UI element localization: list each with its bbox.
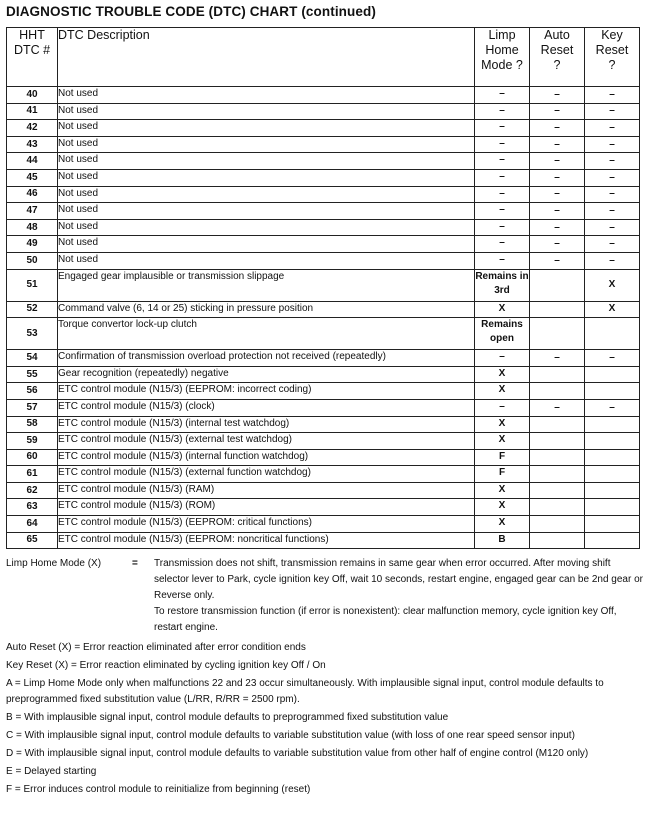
header-line: Home: [485, 43, 519, 57]
table-row: [7, 532, 640, 549]
dtc-description-cell: ETC control module (N15/3) (EEPROM: critical functions): [58, 516, 475, 533]
key-reset-cell: [585, 366, 640, 383]
key-reset-cell: [585, 532, 640, 549]
dtc-code-cell: 40: [7, 87, 58, 104]
dtc-code-cell: 60: [7, 449, 58, 466]
dtc-description-cell: Not used: [58, 203, 475, 220]
dtc-description-cell: Not used: [58, 236, 475, 253]
dtc-description-cell: Not used: [58, 252, 475, 269]
limp-home-cell: –: [475, 219, 530, 236]
auto-reset-cell: [530, 383, 585, 400]
table-row: [7, 383, 640, 400]
dtc-description-cell: Command valve (6, 14 or 25) sticking in pressure position: [58, 301, 475, 318]
table-row: [7, 136, 640, 153]
note-a: A = Limp Home Mode only when malfunctions 22 and 23 occur simultaneously. With implausible signal input, control module defaults to preprogrammed fixed substitution value (L/RR, R/RR = 2500 rpm).: [6, 678, 604, 705]
table-row: [7, 186, 640, 203]
auto-reset-cell: [530, 449, 585, 466]
note-limp-text: Transmission does not shift, transmission remains in same gear when error occurred. After moving shift selector lever to Park, cycle ignition key Off, wait 10 seconds, restart engine, engaged gear can be 2nd gear or Reverse only.: [154, 558, 643, 601]
table-row: [7, 269, 640, 301]
limp-home-cell: X: [475, 366, 530, 383]
limp-home-cell: X: [475, 301, 530, 318]
key-reset-cell: X: [585, 269, 640, 301]
table-row: [7, 399, 640, 416]
auto-reset-cell: –: [530, 186, 585, 203]
key-reset-cell: [585, 416, 640, 433]
dtc-description-cell: Not used: [58, 219, 475, 236]
auto-reset-cell: [530, 269, 585, 301]
dtc-code-cell: 41: [7, 103, 58, 120]
page-title: DIAGNOSTIC TROUBLE CODE (DTC) CHART (continued): [6, 4, 376, 19]
dtc-code-cell: 59: [7, 433, 58, 450]
limp-home-cell: Remains open: [475, 318, 530, 350]
dtc-code-cell: 61: [7, 466, 58, 483]
auto-reset-cell: [530, 301, 585, 318]
auto-reset-cell: [530, 482, 585, 499]
dtc-code-cell: 49: [7, 236, 58, 253]
limp-home-cell: –: [475, 87, 530, 104]
limp-home-cell: –: [475, 136, 530, 153]
limp-home-cell: –: [475, 399, 530, 416]
dtc-code-cell: 42: [7, 120, 58, 137]
key-reset-cell: –: [585, 120, 640, 137]
dtc-description-cell: Gear recognition (repeatedly) negative: [58, 366, 475, 383]
dtc-code-cell: 53: [7, 318, 58, 350]
key-reset-cell: –: [585, 103, 640, 120]
table-row: [7, 516, 640, 533]
dtc-description-cell: ETC control module (N15/3) (internal test watchdog): [58, 416, 475, 433]
table-row: [7, 416, 640, 433]
auto-reset-cell: –: [530, 103, 585, 120]
dtc-code-cell: 65: [7, 532, 58, 549]
table-row: [7, 318, 640, 350]
header-line: Reset: [595, 43, 629, 57]
limp-home-cell: F: [475, 449, 530, 466]
auto-reset-cell: [530, 366, 585, 383]
dtc-description-cell: ETC control module (N15/3) (EEPROM: incorrect coding): [58, 383, 475, 400]
dtc-description-cell: Engaged gear implausible or transmission slippage: [58, 269, 475, 301]
limp-home-cell: B: [475, 532, 530, 549]
dtc-description-cell: Torque convertor lock-up clutch: [58, 318, 475, 350]
note-key-reset: Key Reset (X) = Error reaction eliminated by cycling ignition key Off / On: [6, 660, 326, 671]
auto-reset-cell: –: [530, 136, 585, 153]
dtc-table: [6, 27, 640, 549]
header-line: DTC #: [13, 43, 51, 57]
dtc-description-cell: Not used: [58, 186, 475, 203]
key-reset-cell: –: [585, 153, 640, 170]
dtc-description-cell: Not used: [58, 136, 475, 153]
limp-home-cell: F: [475, 466, 530, 483]
dtc-description-cell: Not used: [58, 87, 475, 104]
header-line: ?: [608, 58, 616, 72]
auto-reset-cell: [530, 318, 585, 350]
header-line: Auto: [544, 28, 570, 42]
note-e: E = Delayed starting: [6, 766, 97, 777]
dtc-code-cell: 57: [7, 399, 58, 416]
table-row: [7, 449, 640, 466]
table-row: [7, 433, 640, 450]
key-reset-cell: [585, 516, 640, 533]
table-row: [7, 236, 640, 253]
auto-reset-cell: –: [530, 350, 585, 367]
table-body: [7, 87, 640, 549]
dtc-code-cell: 55: [7, 366, 58, 383]
limp-home-cell: –: [475, 350, 530, 367]
dtc-code-cell: 51: [7, 269, 58, 301]
dtc-code-cell: 46: [7, 186, 58, 203]
header-line: ?: [553, 58, 561, 72]
limp-home-cell: –: [475, 103, 530, 120]
auto-reset-cell: [530, 466, 585, 483]
auto-reset-cell: –: [530, 399, 585, 416]
auto-reset-cell: –: [530, 236, 585, 253]
dtc-description-cell: ETC control module (N15/3) (ROM): [58, 499, 475, 516]
limp-home-cell: X: [475, 416, 530, 433]
header-line: Mode ?: [481, 58, 523, 72]
dtc-code-cell: 45: [7, 169, 58, 186]
key-reset-cell: [585, 449, 640, 466]
header-hht-dtc: [7, 28, 58, 87]
auto-reset-cell: [530, 416, 585, 433]
table-row: [7, 366, 640, 383]
header-dtc-description: DTC Description: [58, 28, 475, 87]
table-row: [7, 153, 640, 170]
key-reset-cell: X: [585, 301, 640, 318]
limp-home-cell: –: [475, 252, 530, 269]
limp-home-cell: X: [475, 516, 530, 533]
dtc-code-cell: 52: [7, 301, 58, 318]
key-reset-cell: [585, 466, 640, 483]
dtc-description-cell: ETC control module (N15/3) (external function watchdog): [58, 466, 475, 483]
dtc-description-cell: Confirmation of transmission overload protection not received (repeatedly): [58, 350, 475, 367]
dtc-description-cell: Not used: [58, 153, 475, 170]
note-d: D = With implausible signal input, control module defaults to variable substitution value from other half of engine control (M120 only): [6, 748, 589, 759]
key-reset-cell: –: [585, 203, 640, 220]
table-row: [7, 120, 640, 137]
key-reset-cell: [585, 482, 640, 499]
legend-notes: [6, 556, 646, 798]
key-reset-cell: –: [585, 136, 640, 153]
limp-home-cell: –: [475, 169, 530, 186]
auto-reset-cell: –: [530, 87, 585, 104]
dtc-code-cell: 48: [7, 219, 58, 236]
dtc-description-cell: ETC control module (N15/3) (clock): [58, 399, 475, 416]
key-reset-cell: [585, 318, 640, 350]
table-row: [7, 103, 640, 120]
header-limp-home-mode: [475, 28, 530, 87]
auto-reset-cell: –: [530, 203, 585, 220]
key-reset-cell: –: [585, 169, 640, 186]
dtc-code-cell: 54: [7, 350, 58, 367]
dtc-code-cell: 63: [7, 499, 58, 516]
note-limp-eq: =: [132, 558, 138, 569]
auto-reset-cell: –: [530, 219, 585, 236]
table-row: [7, 301, 640, 318]
limp-home-cell: –: [475, 153, 530, 170]
limp-home-cell: –: [475, 203, 530, 220]
key-reset-cell: –: [585, 252, 640, 269]
dtc-code-cell: 62: [7, 482, 58, 499]
limp-home-cell: –: [475, 186, 530, 203]
note-f: F = Error induces control module to reinitialize from beginning (reset): [6, 784, 311, 795]
limp-home-cell: X: [475, 383, 530, 400]
limp-home-cell: X: [475, 482, 530, 499]
limp-home-cell: –: [475, 120, 530, 137]
note-c: C = With implausible signal input, control module defaults to variable substitution value (with loss of one rear speed sensor input): [6, 730, 575, 741]
key-reset-cell: [585, 383, 640, 400]
note-b: B = With implausible signal input, control module defaults to preprogrammed fixed substitution value: [6, 712, 449, 723]
table-row: [7, 499, 640, 516]
auto-reset-cell: –: [530, 252, 585, 269]
dtc-description-cell: ETC control module (N15/3) (external test watchdog): [58, 433, 475, 450]
auto-reset-cell: [530, 433, 585, 450]
note-limp-term: Limp Home Mode (X): [6, 558, 102, 569]
dtc-description-cell: Not used: [58, 103, 475, 120]
key-reset-cell: –: [585, 399, 640, 416]
note-limp-text2: To restore transmission function (if error is nonexistent): clear malfunction memory, cycle ignition key Off, restart engine.: [154, 606, 617, 633]
header-line: HHT: [19, 28, 45, 42]
key-reset-cell: –: [585, 186, 640, 203]
auto-reset-cell: –: [530, 169, 585, 186]
table-row: [7, 466, 640, 483]
table-row: [7, 169, 640, 186]
table-header-row: [7, 28, 640, 87]
key-reset-cell: –: [585, 236, 640, 253]
key-reset-cell: –: [585, 87, 640, 104]
limp-home-cell: X: [475, 499, 530, 516]
auto-reset-cell: –: [530, 120, 585, 137]
dtc-description-cell: ETC control module (N15/3) (internal function watchdog): [58, 449, 475, 466]
dtc-code-cell: 56: [7, 383, 58, 400]
table-row: [7, 87, 640, 104]
dtc-description-cell: Not used: [58, 120, 475, 137]
table-row: [7, 219, 640, 236]
dtc-code-cell: 64: [7, 516, 58, 533]
auto-reset-cell: –: [530, 153, 585, 170]
key-reset-cell: –: [585, 350, 640, 367]
dtc-code-cell: 58: [7, 416, 58, 433]
limp-home-cell: Remains in 3rd: [475, 269, 530, 301]
header-key-reset: [585, 28, 640, 87]
auto-reset-cell: [530, 499, 585, 516]
key-reset-cell: [585, 433, 640, 450]
dtc-description-cell: Not used: [58, 169, 475, 186]
dtc-code-cell: 50: [7, 252, 58, 269]
dtc-code-cell: 44: [7, 153, 58, 170]
dtc-code-cell: 43: [7, 136, 58, 153]
table-row: [7, 350, 640, 367]
key-reset-cell: –: [585, 219, 640, 236]
note-auto-reset: Auto Reset (X) = Error reaction eliminated after error condition ends: [6, 642, 306, 653]
note-limp-home: [6, 556, 646, 620]
table-row: [7, 203, 640, 220]
header-line: Key: [601, 28, 623, 42]
header-auto-reset: [530, 28, 585, 87]
table-row: [7, 252, 640, 269]
header-line: Limp: [488, 28, 516, 42]
limp-home-cell: –: [475, 236, 530, 253]
auto-reset-cell: [530, 516, 585, 533]
auto-reset-cell: [530, 532, 585, 549]
table-row: [7, 482, 640, 499]
limp-home-cell: X: [475, 433, 530, 450]
key-reset-cell: [585, 499, 640, 516]
dtc-description-cell: ETC control module (N15/3) (RAM): [58, 482, 475, 499]
dtc-description-cell: ETC control module (N15/3) (EEPROM: noncritical functions): [58, 532, 475, 549]
dtc-code-cell: 47: [7, 203, 58, 220]
header-line: Reset: [540, 43, 574, 57]
